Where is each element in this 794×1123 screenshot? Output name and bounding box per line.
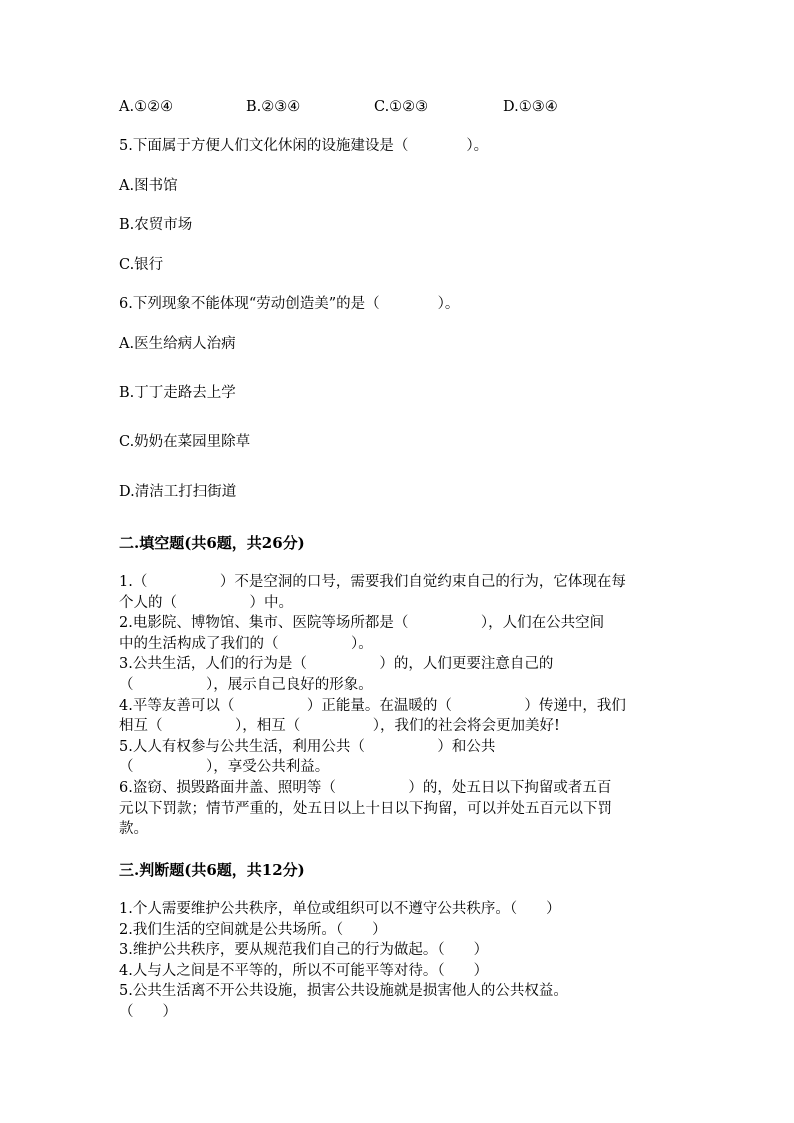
section2-line: 3.公共生活，人们的行为是（ ）的，人们更要注意自己的: [119, 656, 554, 673]
q6-stem: 6.下列现象不能体现“劳动创造美”的是（ ）。: [119, 296, 460, 312]
q6-option-d: D.清洁工打扫街道: [119, 484, 237, 500]
section3-line: 1.个人需要维护公共秩序，单位或组织可以不遵守公共秩序。（ ）: [119, 901, 561, 917]
section2-line: 款。: [119, 821, 148, 838]
section2-line: 元以下罚款；情节严重的，处五日以上十日以下拘留，可以并处五百元以下罚: [119, 800, 612, 817]
q4-option-d: D.①③④: [503, 99, 558, 115]
section2-line: （ ），展示自己良好的形象。: [119, 676, 373, 693]
q6-option-a: A.医生给病人治病: [119, 336, 236, 352]
q4-option-a: A.①②④: [119, 99, 174, 115]
section3-line: 4.人与人之间是不平等的，所以不可能平等对待。（ ）: [119, 962, 489, 979]
section2-line: 个人的（ ）中。: [119, 594, 293, 611]
section2-line: 4.平等友善可以（ ）正能量。在温暖的（ ）传递中，我们: [119, 697, 626, 714]
section2-line: 相互（ ），相互（ ），我们的社会将会更加美好!: [119, 718, 560, 735]
section2-line: 5.人人有权参与公共生活，利用公共（ ）和公共: [119, 738, 496, 755]
section3-body: [119, 899, 674, 1023]
section2-body: [119, 572, 674, 840]
q6-option-b: B.丁丁走路去上学: [119, 385, 236, 401]
section2-line: 6.盗窃、损毁路面井盖、照明等（ ）的，处五日以下拘留或者五百: [119, 779, 612, 796]
q4-option-c: C.①②③: [374, 99, 429, 115]
q6-option-c: C.奶奶在菜园里除草: [119, 434, 251, 450]
q4-option-b: B.②③④: [246, 99, 301, 115]
section3-line: 2.我们生活的空间就是公共场所。（ ）: [119, 921, 387, 938]
section3-line: 5.公共生活离不开公共设施，损害公共设施就是损害他人的公共权益。: [119, 983, 568, 1000]
section3-heading: 三.判断题(共6题，共12分): [119, 861, 305, 879]
section2-line: 2.电影院、博物馆、集市、医院等场所都是（ ），人们在公共空间: [119, 615, 605, 632]
section2-line: 中的生活构成了我们的（ ）。: [119, 635, 373, 652]
q5-stem: 5.下面属于方便人们文化休闲的设施建设是（ ）。: [119, 138, 489, 154]
q5-option-a: A.图书馆: [119, 178, 178, 194]
q5-option-b: B.农贸市场: [119, 217, 193, 233]
section3-line: 3.维护公共秩序，要从规范我们自己的行为做起。（ ）: [119, 942, 489, 959]
section2-line: （ ），享受公共利益。: [119, 759, 330, 776]
section2-heading: 二.填空题(共6题，共26分): [119, 534, 305, 552]
q5-option-c: C.银行: [119, 257, 164, 273]
section3-line: （ ）: [119, 1003, 177, 1020]
section2-line: 1.（ ）不是空洞的口号，需要我们自觉约束自己的行为，它体现在每: [119, 574, 626, 590]
